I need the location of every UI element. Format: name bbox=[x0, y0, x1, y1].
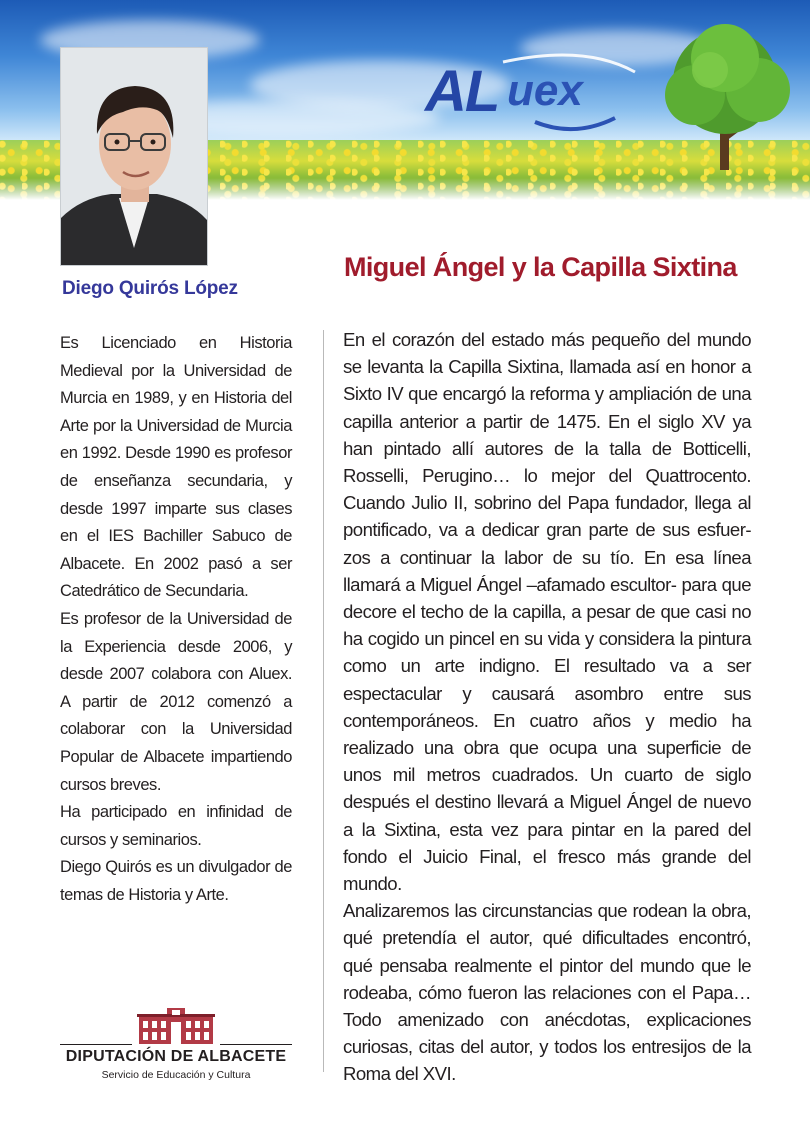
article-title: Miguel Ángel y la Capilla Sixtina bbox=[344, 252, 737, 282]
bio-paragraph: Es Licenciado en Historia Medieval por la Universidad de Murcia en 1989, y en Historia del Arte por la Universidad de Murcia en 1992. Desde 1990 es profesor de enseñanza secundaria, y desde 1997 imparte sus clases en el IES Bachiller Sabuco de Albacete. En 2002 pasó a ser Catedrático de Secundaria. bbox=[60, 334, 292, 601]
author-photo bbox=[61, 48, 207, 265]
column-divider bbox=[323, 330, 324, 1072]
tree-icon bbox=[640, 20, 810, 180]
institution-logo bbox=[60, 1008, 292, 1088]
institution-name: DIPUTACIÓN DE ALBACETE bbox=[65, 1048, 287, 1065]
bio-paragraph: Es profesor de la Universidad de la Experiencia desde 2006, y desde 2007 colabora con Aluex. A partir de 2012 comenzó a colaborar con la Universidad Popular de Albacete impartiendo cursos breves. bbox=[60, 609, 292, 794]
aluex-logo bbox=[425, 50, 645, 140]
author-portrait-icon bbox=[61, 48, 207, 265]
building-icon bbox=[137, 1008, 215, 1046]
institution-subtitle: Servicio de Educación y Cultura bbox=[101, 1069, 251, 1081]
article-body bbox=[343, 326, 751, 1088]
logo-uex: uex bbox=[507, 66, 583, 115]
author-bio bbox=[60, 330, 292, 909]
article-paragraph: En el corazón del estado más pequeño del mundo se levanta la Capilla Sixtina, llamada así en honor a Sixto IV que encargó la reforma y ampliación de una capilla anterior a partir de 1475. En el siglo XV ya han pintado allí autores de la talla de Botticelli, Rosselli, Perugino… lo mejor del Quattrocento. Cuando Julio II, sobrino del Papa fundador, llega al pontificado, va a dedicar gran parte de sus esfuer-zos a continuar la labor de su tío. En esa línea llamará a Miguel Ángel –afamado escultor- para que decore el techo de la capilla, a pesar de que casi no ha cogido un pincel en su vida y considera la pintura como un arte indigno. El resultado va a ser espectacular y causará asombro entre sus contemporáneos. En cuatro años y medio ha realizado una obra que ocupa una superficie de unos mil metros cuadrados. Un cuarto de siglo después el destino llevará a Miguel Ángel de nuevo a la Sixtina, esta vez para pintar en la pared del fondo el Juicio Final, el fresco más grande del mundo. bbox=[343, 329, 751, 895]
bio-paragraph: Diego Quirós es un divulgador de temas de Historia y Arte. bbox=[60, 858, 292, 904]
logo-al: AL bbox=[425, 59, 499, 124]
bio-paragraph: Ha participado en infinidad de cursos y seminarios. bbox=[60, 803, 292, 849]
article-paragraph: Analizaremos las circunstancias que rodean la obra, qué pretendía el autor, qué dificultades encontró, qué pensaba realmente el pintor del mundo que le rodeaba, cómo fueron las relaciones con el Papa… Todo amenizado con anécdotas, explicaciones curiosas, citas del autor, y todos los entresijos de la Roma del XVI. bbox=[343, 900, 751, 1085]
author-name: Diego Quirós López bbox=[62, 278, 238, 299]
